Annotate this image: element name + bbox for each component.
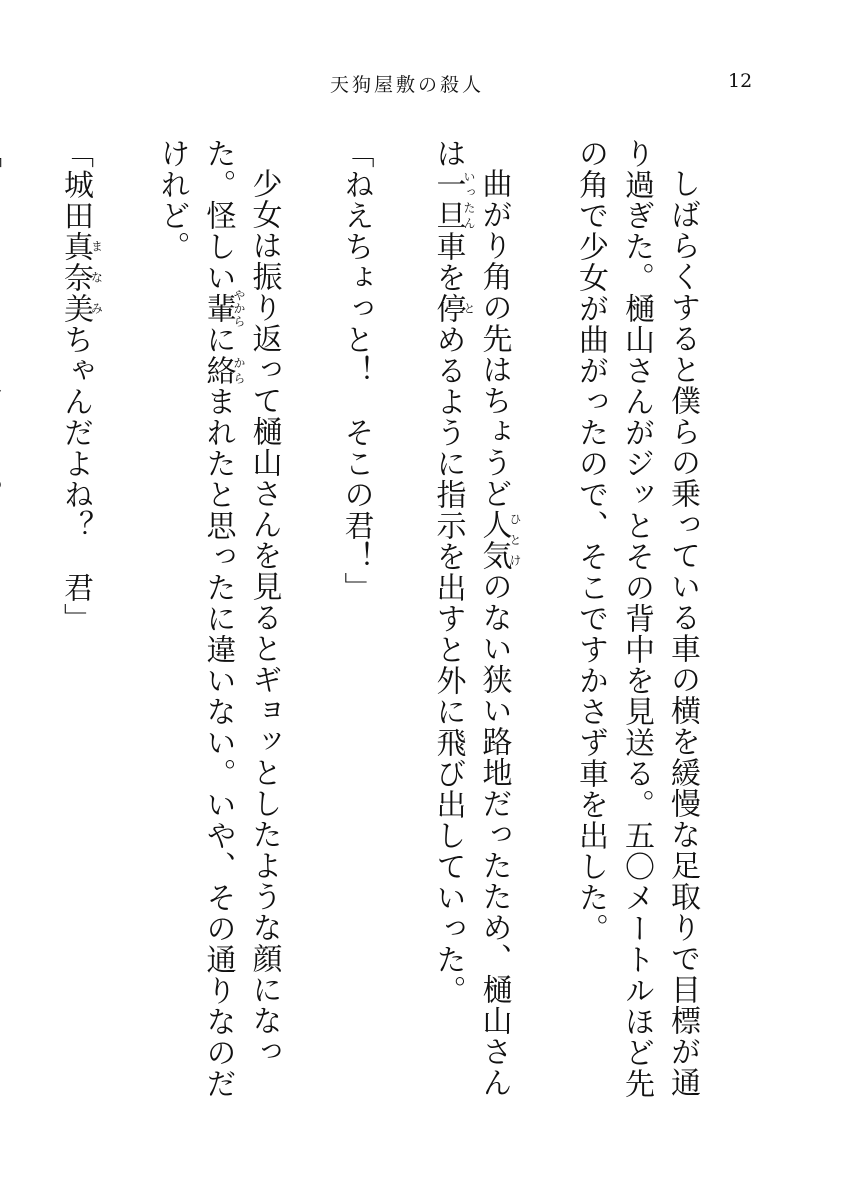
- running-header-title: 天狗屋敷の殺人: [330, 74, 485, 96]
- dialogue-3: [0, 138, 6, 1128]
- paragraph-2: 曲がり角の先はちょうど人気ひとけのない狭い路地だったため、樋山さんは一旦いったん車を停とめるように指示を出すと外に飛び出していった。: [430, 138, 522, 1098]
- paragraph-1: しばらくすると僕らの乗っている車の横を緩慢な足取りで目標が通り過ぎた。樋山さんがジッとその背中を見送る。五〇メートルほど先の角で少女が曲がったので、そこですかさず車を出した。: [573, 138, 700, 1099]
- paragraph-3: 少女は振り返って樋山さんを見るとギョッとしたような顔になった。怪しい輩やからに絡からまれたと思ったに違いない。いや、その通りなのだけれど。: [154, 138, 282, 1099]
- ruby-annotation: 真奈美まなみ: [58, 231, 104, 324]
- ruby-annotation: 停と: [430, 293, 476, 324]
- dialogue-2: 「城田真奈美まなみちゃんだよね？ 君」: [58, 138, 104, 634]
- ruby-annotation: 絡から: [200, 355, 246, 386]
- vertical-body-text: [0, 138, 751, 1128]
- ruby-annotation: 一旦いったん: [430, 169, 476, 231]
- ruby-annotation: 人気ひとけ: [476, 509, 522, 571]
- page-number: 12: [728, 70, 753, 92]
- dialogue-1: 「ねえちょっと！ そこの君！」: [338, 138, 374, 603]
- ruby-annotation: 輩やから: [200, 289, 246, 328]
